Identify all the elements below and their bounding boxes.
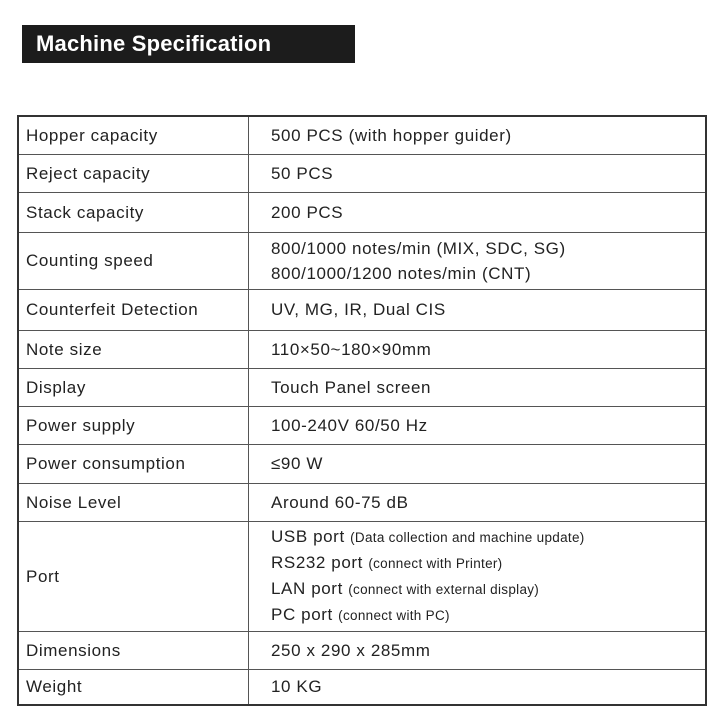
spec-label: Hopper capacity — [18, 116, 249, 154]
spec-label: Note size — [18, 330, 249, 368]
table-row — [18, 669, 706, 705]
port-note: (connect with external display) — [348, 582, 540, 597]
spec-label: Counting speed — [18, 232, 249, 289]
port-note: (connect with PC) — [338, 608, 450, 623]
spec-value: 200 PCS — [249, 192, 707, 232]
spec-value: 50 PCS — [249, 154, 707, 192]
spec-value: 250 x 290 x 285mm — [249, 631, 707, 669]
spec-label: Noise Level — [18, 483, 249, 521]
section-title-text: Machine Specification — [36, 31, 272, 56]
table-row — [18, 483, 706, 521]
spec-label: Port — [18, 521, 249, 631]
spec-label: Weight — [18, 669, 249, 705]
spec-value: Touch Panel screen — [249, 368, 707, 406]
port-name: RS232 port — [271, 553, 363, 572]
table-row — [18, 406, 706, 444]
spec-value-line: 800/1000 notes/min (MIX, SDC, SG) — [271, 238, 566, 258]
spec-label: Reject capacity — [18, 154, 249, 192]
table-row — [18, 116, 706, 154]
table-row — [18, 368, 706, 406]
spec-value: Around 60-75 dB — [249, 483, 707, 521]
table-row — [18, 521, 706, 631]
port-line — [271, 524, 699, 550]
port-note: (Data collection and machine update) — [350, 530, 585, 545]
spec-value — [249, 232, 707, 289]
spec-value: 500 PCS (with hopper guider) — [249, 116, 707, 154]
spec-label: Power supply — [18, 406, 249, 444]
spec-label: Stack capacity — [18, 192, 249, 232]
port-line — [271, 576, 699, 602]
spec-label: Counterfeit Detection — [18, 289, 249, 330]
spec-value: UV, MG, IR, Dual CIS — [249, 289, 707, 330]
spec-label: Power consumption — [18, 444, 249, 483]
port-line — [271, 602, 699, 628]
table-row — [18, 289, 706, 330]
port-line — [271, 550, 699, 576]
section-title — [22, 25, 355, 63]
port-name: LAN port — [271, 579, 343, 598]
port-name: PC port — [271, 605, 333, 624]
table-row — [18, 192, 706, 232]
spec-label: Dimensions — [18, 631, 249, 669]
spec-value: ≤90 W — [249, 444, 707, 483]
table-row — [18, 154, 706, 192]
spec-label: Display — [18, 368, 249, 406]
table-row — [18, 631, 706, 669]
port-name: USB port — [271, 527, 345, 546]
spec-value — [249, 521, 707, 631]
table-row — [18, 330, 706, 368]
port-note: (connect with Printer) — [368, 556, 503, 571]
spec-value: 100-240V 60/50 Hz — [249, 406, 707, 444]
spec-value-line: 800/1000/1200 notes/min (CNT) — [271, 263, 532, 283]
table-row — [18, 232, 706, 289]
spec-value: 10 KG — [249, 669, 707, 705]
spec-value: 110×50~180×90mm — [249, 330, 707, 368]
table-row — [18, 444, 706, 483]
spec-table — [17, 115, 707, 706]
